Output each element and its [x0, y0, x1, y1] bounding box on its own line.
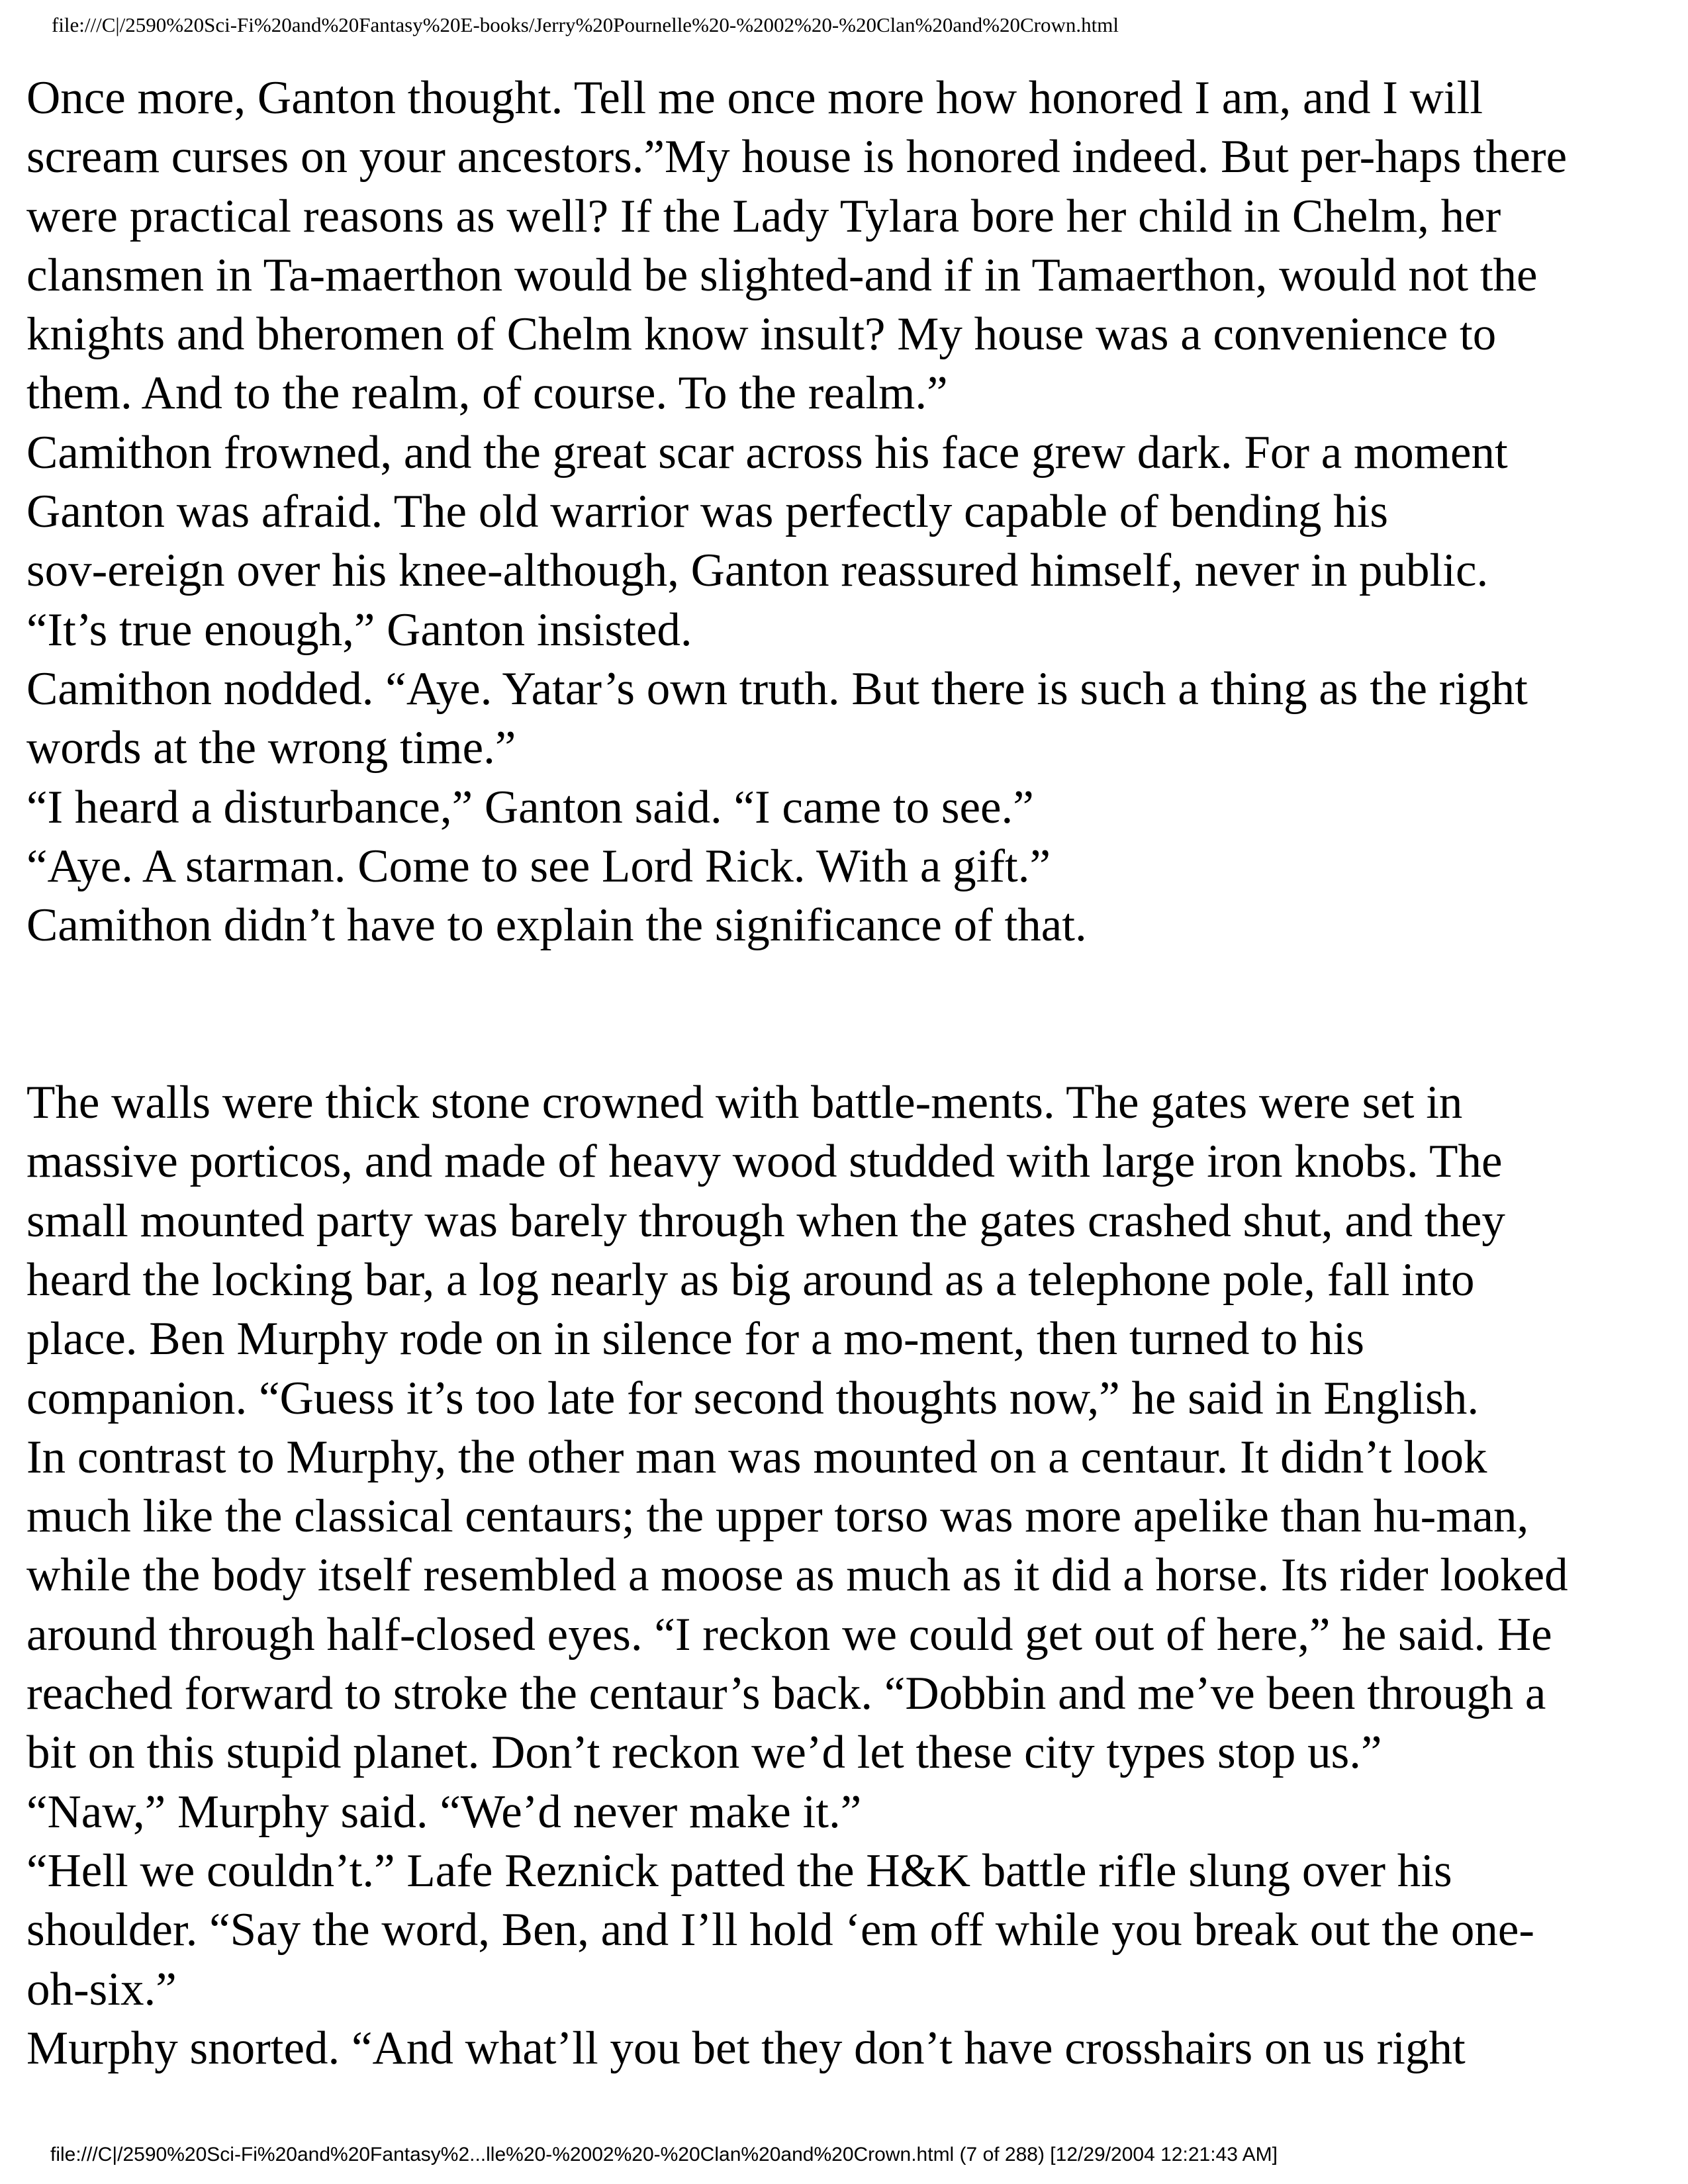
- section-break: [26, 955, 1662, 1073]
- header-file-path: file:///C|/2590%20Sci-Fi%20and%20Fantasy%20E-books/Jerry%20Pournelle%20-%2002%20-%20Clan%20and%20Crown.html: [52, 13, 1119, 36]
- text-line: Camithon nodded. “Aye. Yatar’s own truth. But there is such a thing as the right: [26, 662, 1528, 715]
- text-line: “Hell we couldn’t.” Lafe Reznick patted the H&K battle rifle slung over his: [26, 1844, 1452, 1897]
- text-line: Ganton was afraid. The old warrior was perfectly capable of bending his: [26, 486, 1388, 538]
- text-line: shoulder. “Say the word, Ben, and I’ll hold ‘em off while you break out the one-: [26, 1904, 1535, 1956]
- text-line: heard the locking bar, a log nearly as big around as a telephone pole, fall into: [26, 1253, 1475, 1306]
- paragraph-block-1: [26, 69, 1662, 955]
- paragraph-block-2: [26, 1073, 1662, 2078]
- text-line: oh-six.”: [26, 1963, 177, 2015]
- footer-file-path: file:///C|/2590%20Sci-Fi%20and%20Fantasy%2...lle%20-%2002%20-%20Clan%20and%20Crown.html (7 of 288) [12/29/2004 12:21:43 AM]: [50, 2144, 1278, 2165]
- text-line: “Aye. A starman. Come to see Lord Rick. With a gift.”: [26, 840, 1051, 892]
- text-line: reached forward to stroke the centaur’s back. “Dobbin and me’ve been through a: [26, 1668, 1546, 1720]
- text-line: Once more, Ganton thought. Tell me once more how honored I am, and I will: [26, 72, 1483, 124]
- text-line: In contrast to Murphy, the other man was mounted on a centaur. It didn’t look: [26, 1431, 1487, 1483]
- text-line: scream curses on your ancestors.”My house is honored indeed. But per-haps there: [26, 131, 1568, 183]
- text-line: “I heard a disturbance,” Ganton said. “I came to see.”: [26, 781, 1034, 833]
- text-line: small mounted party was barely through when the gates crashed shut, and they: [26, 1195, 1505, 1247]
- book-text: [26, 69, 1662, 2078]
- text-line: massive porticos, and made of heavy wood studded with large iron knobs. The: [26, 1136, 1503, 1188]
- text-line: bit on this stupid planet. Don’t reckon we’d let these city types stop us.”: [26, 1727, 1382, 1779]
- text-line: Murphy snorted. “And what’ll you bet they don’t have crosshairs on us right: [26, 2022, 1466, 2074]
- text-line: Camithon didn’t have to explain the significance of that.: [26, 899, 1087, 952]
- text-line: place. Ben Murphy rode on in silence for a mo-ment, then turned to his: [26, 1313, 1365, 1365]
- text-line: “It’s true enough,” Ganton insisted.: [26, 604, 692, 656]
- text-line: knights and bheromen of Chelm know insult? My house was a convenience to: [26, 308, 1497, 361]
- text-line: companion. “Guess it’s too late for second thoughts now,” he said in English.: [26, 1372, 1479, 1424]
- text-line: words at the wrong time.”: [26, 722, 516, 774]
- text-line: around through half-closed eyes. “I reckon we could get out of here,” he said. He: [26, 1608, 1552, 1661]
- text-line: them. And to the realm, of course. To the realm.”: [26, 367, 948, 420]
- text-line: The walls were thick stone crowned with battle-ments. The gates were set in: [26, 1077, 1463, 1129]
- text-line: were practical reasons as well? If the Lady Tylara bore her child in Chelm, her: [26, 190, 1501, 242]
- text-line: while the body itself resembled a moose as much as it did a horse. Its rider looked: [26, 1549, 1568, 1602]
- text-line: much like the classical centaurs; the upper torso was more apelike than hu-man,: [26, 1490, 1529, 1543]
- text-line: Camithon frowned, and the great scar across his face grew dark. For a moment: [26, 426, 1508, 478]
- text-line: sov-ereign over his knee-although, Ganton reassured himself, never in public.: [26, 545, 1489, 597]
- text-line: “Naw,” Murphy said. “We’d never make it.”: [26, 1786, 862, 1838]
- text-line: clansmen in Ta-maerthon would be slighted-and if in Tamaerthon, would not the: [26, 249, 1538, 301]
